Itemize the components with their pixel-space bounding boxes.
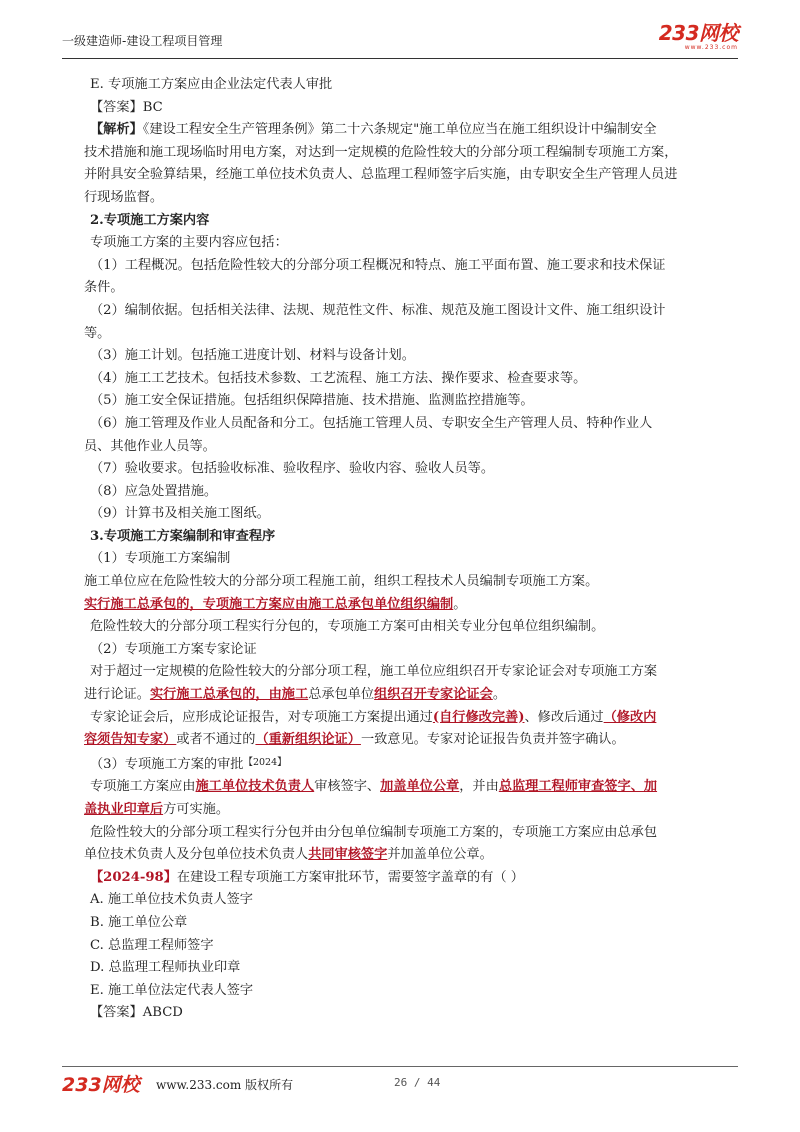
option-b: B. 施工单位公章 <box>90 914 188 930</box>
option-d: D. 总监理工程师执业印章 <box>90 960 241 976</box>
text: ，并由 <box>459 779 499 795</box>
question-line <box>90 867 738 890</box>
mixed-line <box>84 799 738 822</box>
text: 审核签字、 <box>314 779 381 795</box>
paragraph: 危险性较大的分部分项工程实行分包并由分包单位编制专项施工方案的，专项施工方案应由总承包 <box>90 824 658 840</box>
answer-2: 【答案】ABCD <box>90 1005 183 1021</box>
option-e: E. 专项施工方案应由企业法定代表人审批 <box>90 77 333 92</box>
section-heading-2: 2.专项施工方案内容 <box>90 212 210 228</box>
subheading-1: （1）专项施工方案编制 <box>90 551 231 567</box>
page-footer <box>62 1066 738 1096</box>
text: 并加盖单位公章。 <box>387 847 493 863</box>
highlight-text: （修改内 <box>603 709 657 725</box>
analysis-line-4: 行现场监督。 <box>84 189 164 205</box>
question-text: 在建设工程专项施工方案审批环节，需要签字盖章的有（ ） <box>176 869 524 885</box>
text: 单位技术负责人及分包单位技术负责人 <box>84 847 309 863</box>
document-body <box>84 74 738 1025</box>
highlight-text: 实行施工总承包的，由施工 <box>149 687 309 703</box>
highlight-text: 施工单位技术负责人 <box>195 779 315 795</box>
header-title: 一级建造师-建设工程项目管理 <box>62 34 223 48</box>
page-number: 26 / 44 <box>394 1076 441 1089</box>
text: 专项施工方案应由 <box>90 779 196 795</box>
highlight-text: (自行修改完善) <box>432 709 525 725</box>
page-header <box>62 22 738 56</box>
text: 、修改后通过 <box>524 709 604 725</box>
list-item-6: （6）施工管理及作业人员配备和分工。包括施工管理人员、专职安全生产管理人员、特种作业人 <box>90 415 653 431</box>
highlight-text: 组织召开专家论证会 <box>374 687 493 703</box>
list-item-6-cont: 员、其他作业人员等。 <box>84 438 216 454</box>
header-divider <box>62 58 738 59</box>
subheading-3 <box>90 752 738 777</box>
year-tag: 【2024】 <box>243 756 287 768</box>
list-item-2-cont: 等。 <box>84 325 111 341</box>
question-number: 【2024-98】 <box>90 869 177 885</box>
text: （3）专项施工方案的审批 <box>90 756 244 772</box>
mixed-line <box>84 844 738 867</box>
mixed-line <box>84 729 738 752</box>
option-a: A. 施工单位技术负责人签字 <box>90 892 253 908</box>
section-heading-3: 3.专项施工方案编制和审查程序 <box>90 528 276 544</box>
list-item-1: （1）工程概况。包括危险性较大的分部分项工程概况和特点、施工平面布置、施工要求和技术保证 <box>90 257 666 273</box>
analysis-label: 【解析】 <box>90 122 143 138</box>
highlight-text: （重新组织论证） <box>255 732 361 748</box>
logo-subtext: www.233.com <box>684 44 738 51</box>
paragraph: 危险性较大的分部分项工程实行分包的，专项施工方案可由相关专业分包单位组织编制。 <box>90 619 605 635</box>
text: 一致意见。专家对论证报告负责并签字确认。 <box>360 732 625 748</box>
footer-copyright: www.233.com 版权所有 <box>156 1078 294 1092</box>
option-c: C. 总监理工程师签字 <box>90 937 214 953</box>
list-item-9: （9）计算书及相关施工图纸。 <box>90 506 270 522</box>
list-item-4: （4）施工工艺技术。包括技术参数、工艺流程、施工方法、操作要求、检查要求等。 <box>90 370 587 386</box>
highlight-text: 容须告知专家） <box>84 732 177 748</box>
mixed-line <box>90 707 738 730</box>
paragraph: 施工单位应在危险性较大的分部分项工程施工前，组织工程技术人员编制专项施工方案。 <box>84 574 599 590</box>
highlight-text: 加盖单位公章 <box>380 779 460 795</box>
paragraph: 对于超过一定规模的危险性较大的分部分项工程，施工单位应组织召开专家论证会对专项施工方案 <box>90 664 658 680</box>
footer-logo: 233网校 <box>62 1074 140 1096</box>
list-item-2: （2）编制依据。包括相关法律、法规、规范性文件、标准、规范及施工图设计文件、施工组织设计 <box>90 302 666 318</box>
text: 总承包单位 <box>308 687 375 703</box>
option-e: E. 施工单位法定代表人签字 <box>90 982 254 998</box>
text: 方可实施。 <box>163 802 230 817</box>
paragraph: 专项施工方案的主要内容应包括： <box>90 235 288 251</box>
list-item-1-cont: 条件。 <box>84 280 124 296</box>
text: 专家论证会后，应形成论证报告，对专项施工方案提出通过 <box>90 709 433 725</box>
subheading-2: （2）专项施工方案专家论证 <box>90 641 257 657</box>
logo-text: 233网校 <box>658 21 738 45</box>
analysis-line-3: 并附具安全验算结果，经施工单位技术负责人、总监理工程师签字后实施，由专职安全生产管理人员进 <box>84 167 678 183</box>
highlight-line <box>84 594 738 617</box>
answer-1: 【答案】BC <box>90 99 163 115</box>
analysis-line-2: 技术措施和施工现场临时用电方案，对达到一定规模的危险性较大的分部分项工程编制专项施工方案， <box>84 144 678 160</box>
text: 。 <box>492 687 506 703</box>
mixed-line <box>84 684 738 707</box>
analysis-line <box>90 119 738 142</box>
list-item-5: （5）施工安全保证措施。包括组织保障措施、技术措施、监测监控措施等。 <box>90 393 534 409</box>
analysis-text: 《建设工程安全生产管理条例》第二十六条规定"施工单位应当在施工组织设计中编制安全 <box>142 122 657 138</box>
text: 或者不通过的 <box>176 732 256 748</box>
list-item-3: （3）施工计划。包括施工进度计划、材料与设备计划。 <box>90 348 415 364</box>
highlight-text: 实行施工总承包的，专项施工方案应由施工总承包单位组织编制 <box>84 596 454 612</box>
highlight-text: 共同审核签字 <box>308 847 388 863</box>
text: 进行论证。 <box>84 687 150 703</box>
highlight-text: 总监理工程师审查签字、加 <box>498 779 658 795</box>
list-item-8: （8）应急处置措施。 <box>90 483 218 499</box>
list-item-7: （7）验收要求。包括验收标准、验收程序、验收内容、验收人员等。 <box>90 461 495 477</box>
text: 。 <box>453 596 467 612</box>
brand-logo <box>659 22 738 51</box>
highlight-text: 盖执业印章后 <box>84 802 164 817</box>
mixed-line <box>90 776 738 799</box>
